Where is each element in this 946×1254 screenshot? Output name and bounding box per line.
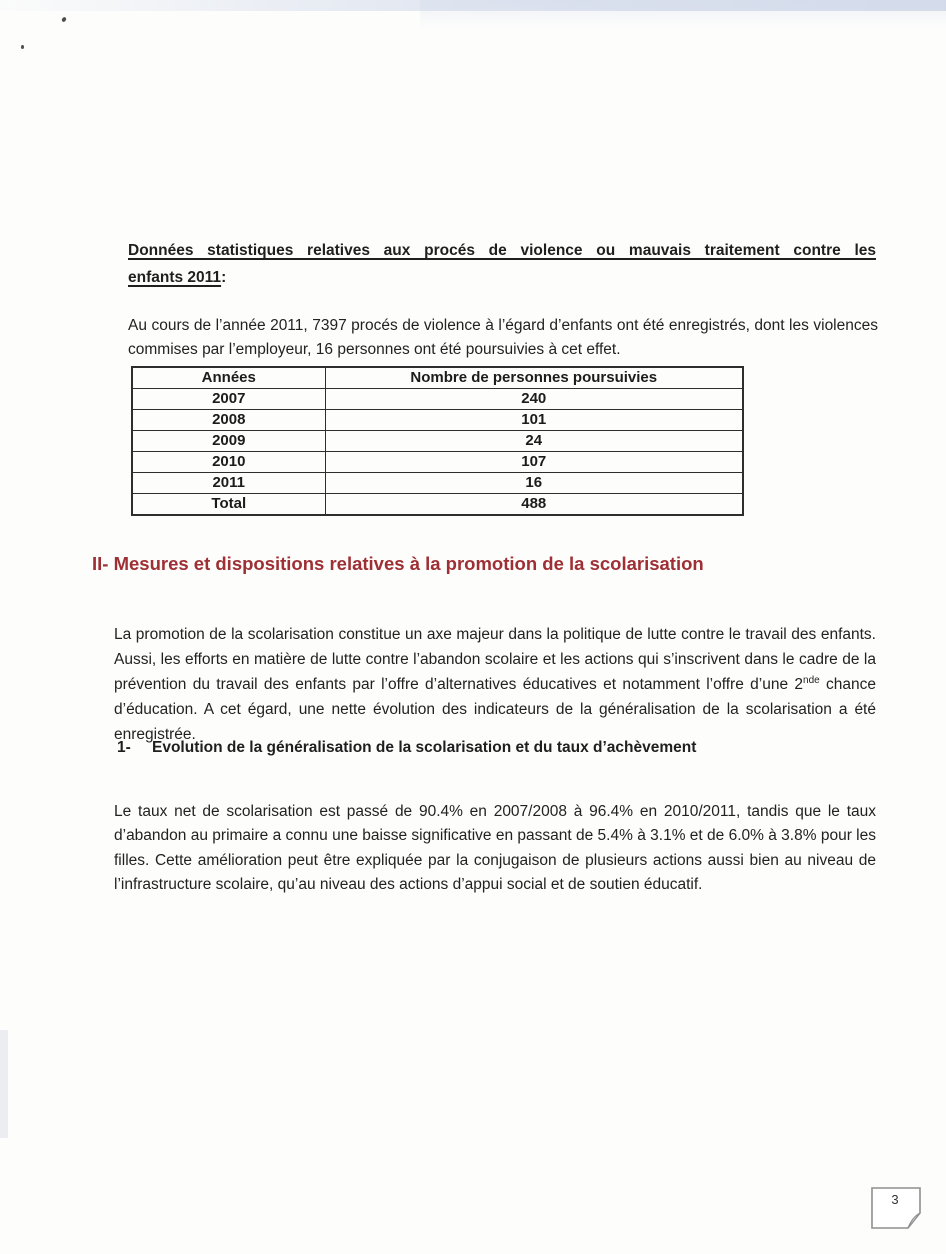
table-cell-year: 2007 bbox=[132, 389, 325, 410]
table-header-annees: Années bbox=[132, 367, 325, 389]
table-row bbox=[132, 473, 743, 494]
stats-heading bbox=[128, 237, 876, 291]
table-header-nombre: Nombre de personnes poursuivies bbox=[325, 367, 743, 389]
scan-artifact-left-band bbox=[0, 1030, 8, 1138]
subsection-1-heading bbox=[117, 739, 897, 757]
table-cell-total-count: 488 bbox=[325, 494, 743, 516]
ordinal-superscript: nde bbox=[803, 674, 820, 686]
table-cell-year: 2009 bbox=[132, 431, 325, 452]
intro-paragraph: Au cours de l’année 2011, 7397 procés de violence à l’égard d’enfants ont été enregistrés, dont les violences commises par l’employeur, 16 personnes ont été poursuivies à cet effet. bbox=[128, 316, 878, 359]
table-header-row bbox=[132, 367, 743, 389]
table-cell-year: 2011 bbox=[132, 473, 325, 494]
table-cell-count: 107 bbox=[325, 452, 743, 473]
stats-heading-colon: : bbox=[221, 269, 227, 286]
section-2-title: II- Mesures et dispositions relatives à la promotion de la scolarisation bbox=[92, 553, 704, 574]
subsection-1-title: Evolution de la généralisation de la scolarisation et du taux d’achèvement bbox=[152, 739, 697, 756]
table-row bbox=[132, 452, 743, 473]
page-number-box bbox=[869, 1185, 927, 1231]
promotion-paragraph-part1: La promotion de la scolarisation constitue un axe majeur dans la politique de lutte contre le travail des enfants. Aussi, les efforts en matière de lutte contre l’abandon scolaire et les actions qui s’inscrivent dans le cadre de la prévention du travail des enfants par l’offre d’alternatives éducatives et notamment l’offre d’une 2 bbox=[114, 625, 876, 693]
table-cell-year: 2010 bbox=[132, 452, 325, 473]
table-cell-count: 16 bbox=[325, 473, 743, 494]
table-row bbox=[132, 431, 743, 452]
table-cell-count: 101 bbox=[325, 410, 743, 431]
table-row bbox=[132, 389, 743, 410]
subsection-1-number: 1- bbox=[117, 739, 131, 756]
stats-table bbox=[131, 366, 744, 516]
promotion-paragraph bbox=[114, 622, 876, 747]
table-cell-count: 240 bbox=[325, 389, 743, 410]
stats-heading-line2: enfants 2011 bbox=[128, 269, 222, 286]
table-row-total bbox=[132, 494, 743, 516]
promotion-paragraph-part2: chance d’éducation. A cet égard, une nette évolution des indicateurs de la généralisation de la scolarisation a été enregistrée. bbox=[114, 675, 877, 743]
stats-heading-line1: Données statistiques relatives aux procés de violence ou mauvais traitement contre les bbox=[128, 242, 876, 259]
scan-speck bbox=[61, 16, 67, 22]
rates-paragraph: Le taux net de scolarisation est passé de 90.4% en 2007/2008 à 96.4% en 2010/2011, tandis que le taux d’abandon au primaire a connu une baisse significative en passant de 5.4% à 3.1% et de 6.0% à 3.8% pour les filles. Cette amélioration peut être expliquée par la conjugaison de plusieurs actions aussi bien au niveau de l’infrastructure scolaire, qu’au niveau des actions d’appui social et de soutien éducatif. bbox=[114, 802, 876, 894]
table-cell-count: 24 bbox=[325, 431, 743, 452]
scan-speck bbox=[21, 45, 24, 49]
page-number: 3 bbox=[891, 1192, 899, 1207]
table-row bbox=[132, 410, 743, 431]
table-cell-total-label: Total bbox=[132, 494, 325, 516]
table-cell-year: 2008 bbox=[132, 410, 325, 431]
scan-artifact-top-haze bbox=[420, 0, 946, 30]
